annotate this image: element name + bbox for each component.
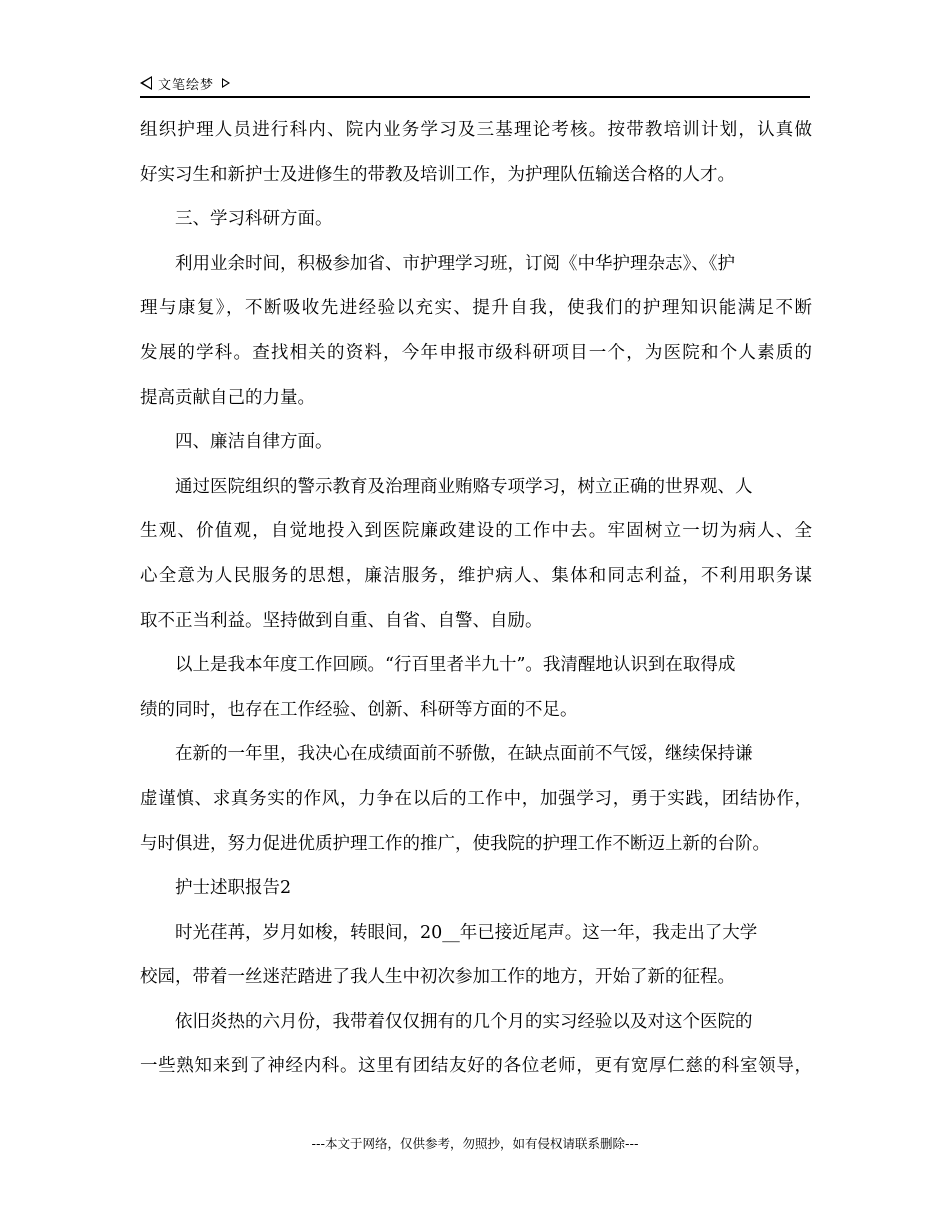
triangle-left-icon [140, 76, 152, 90]
text-line: 心全意为人民服务的思想，廉洁服务，维护病人、集体和同志利益，不利用职务谋 [140, 565, 812, 586]
text-line: 与时俱进，努力促进优质护理工作的推广，使我院的护理工作不断迈上新的台阶。 [140, 833, 770, 854]
triangle-right-icon [222, 78, 230, 88]
section-heading: 三、学习科研方面。 [175, 209, 333, 230]
text-line: 生观、价值观，自觉地投入到医院廉政建设的工作中去。牢固树立一切为病人、全 [140, 521, 812, 542]
text-line: 依旧炎热的六月份，我带着仅仅拥有的几个月的实习经验以及对这个医院的 [175, 1011, 753, 1032]
text-line: 一些熟知来到了神经内科。这里有团结友好的各位老师，更有宽厚仁慈的科室领导， [140, 1056, 812, 1077]
text-line: 利用业余时间，积极参加省、市护理学习班，订阅《中华护理杂志》、《护 [175, 253, 735, 274]
text-line: 通过医院组织的警示教育及治理商业贿赂专项学习，树立正确的世界观、人 [175, 476, 753, 497]
text-line: 在新的一年里，我决心在成绩面前不骄傲，在缺点面前不气馁，继续保持谦 [175, 744, 753, 765]
text-line: 绩的同时，也存在工作经验、创新、科研等方面的不足。 [140, 699, 578, 720]
text-line: 组织护理人员进行科内、院内业务学习及三基理论考核。按带教培训计划，认真做 [140, 120, 812, 140]
header-brand: 文笔绘梦 [158, 77, 215, 93]
text-line: 理与康复》，不断吸收先进经验以充实、提升自我，使我们的护理知识能满足不断 [140, 298, 812, 319]
text-line: 以上是我本年度工作回顾。“行百里者半九十”。我清醒地认识到在取得成 [175, 655, 736, 676]
text-line: 取不正当利益。坚持做到自重、自省、自警、自励。 [140, 610, 543, 631]
text-line: 时光荏苒，岁月如梭，转眼间，20__年已接近尾声。这一年，我走出了大学 [175, 922, 758, 943]
text-line: 校园，带着一丝迷茫踏进了我人生中初次参加工作的地方，开始了新的征程。 [140, 967, 735, 988]
section-heading: 四、廉洁自律方面。 [175, 432, 333, 453]
document-body [140, 108, 812, 1089]
report-title: 护士述职报告2 [175, 878, 292, 899]
page-header [140, 70, 810, 98]
text-line: 好实习生和新护士及进修生的带教及培训工作，为护理队伍输送合格的人才。 [140, 164, 735, 185]
text-line: 虚谨慎、求真务实的作风，力争在以后的工作中，加强学习，勇于实践，团结协作， [140, 788, 812, 809]
text-line: 提高贡献自己的力量。 [140, 387, 315, 408]
text-line: 发展的学科。查找相关的资料，今年申报市级科研项目一个，为医院和个人素质的 [140, 342, 812, 363]
footer-notice: ---本文于网络，仅供参考，勿照抄，如有侵权请联系删除--- [311, 1136, 639, 1151]
